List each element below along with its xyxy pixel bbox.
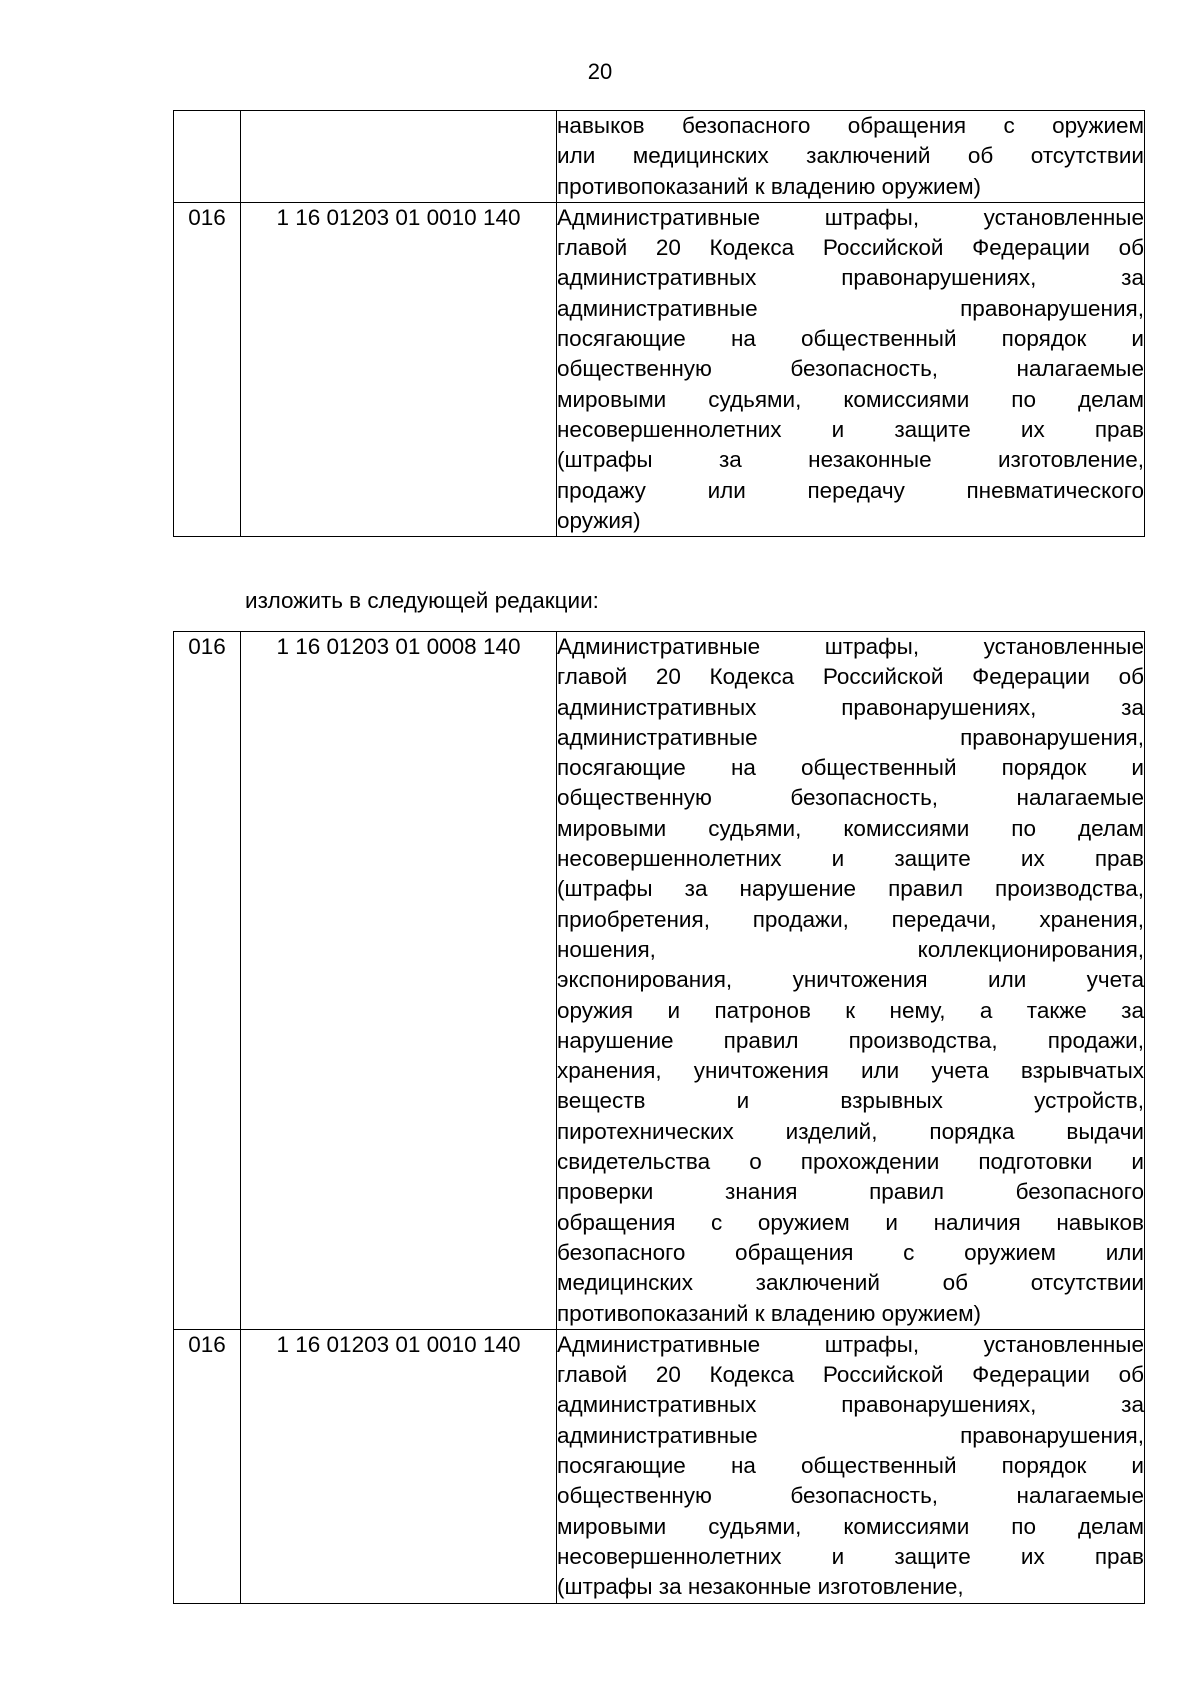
description-line: продажу или передачу пневматического [557,477,1144,503]
description-line: посягающие на общественный порядок и [557,1453,1144,1479]
admin-code-cell: 016 [174,1329,241,1603]
description-line: главой 20 Кодекса Российской Федерации об [557,235,1144,261]
description-line: несовершеннолетних и защите их прав [557,1543,1144,1569]
description-line: общественную безопасность, налагаемые [557,356,1144,382]
budget-table-current [173,110,1145,537]
description-text [557,203,1144,536]
description-line: (штрафы за незаконные изготовление, [557,1574,964,1600]
budget-classification-code-cell: 1 16 01203 01 0010 140 [241,1329,557,1603]
description-line: мировыми судьями, комиссиями по делам [557,386,1144,412]
description-line: административные правонарушения, [557,295,1144,321]
description-line: (штрафы за нарушение правил производства, [557,876,1144,902]
description-line: проверки знания правил безопасного [557,1179,1144,1205]
description-line: Административные штрафы, установленные [557,1331,1144,1357]
page-number: 20 [587,59,613,84]
table-body [174,111,1145,537]
description-line: административные правонарушения, [557,1422,1144,1448]
description-line: или медицинских заключений об отсутствии [557,143,1144,169]
description-cell [557,111,1145,203]
description-line: посягающие на общественный порядок и [557,755,1144,781]
instruction-text: изложить в следующей редакции: [245,588,599,613]
budget-classification-code-cell: 1 16 01203 01 0010 140 [241,202,557,536]
description-line: безопасного обращения с оружием или [557,1239,1144,1265]
description-line: административных правонарушениях, за [557,694,1144,720]
admin-code-cell [174,111,241,203]
description-line: свидетельства о прохождении подготовки и [557,1149,1144,1175]
description-line: медицинских заключений об отсутствии [557,1270,1144,1296]
description-line: (штрафы за незаконные изготовление, [557,447,1144,473]
description-line: общественную безопасность, налагаемые [557,785,1144,811]
description-line: главой 20 Кодекса Российской Федерации об [557,1362,1144,1388]
description-line: главой 20 Кодекса Российской Федерации об [557,664,1144,690]
description-text [557,111,1144,202]
description-line: несовершеннолетних и защите их прав [557,416,1144,442]
description-cell [557,632,1145,1330]
table-row [174,632,1145,1330]
budget-table-new [173,631,1145,1604]
admin-code-cell: 016 [174,632,241,1330]
table-row [174,202,1145,536]
description-line: общественную безопасность, налагаемые [557,1483,1144,1509]
description-line: Административные штрафы, установленные [557,204,1144,230]
description-line: противопоказаний к владению оружием) [557,1300,982,1326]
description-text [557,632,1144,1329]
description-line: обращения с оружием и наличия навыков [557,1209,1144,1235]
description-line: несовершеннолетних и защите их прав [557,846,1144,872]
description-text [557,1330,1144,1603]
description-line: противопоказаний к владению оружием) [557,173,982,199]
description-line: нарушение правил производства, продажи, [557,1027,1144,1053]
description-line: посягающие на общественный порядок и [557,326,1144,352]
description-cell [557,202,1145,536]
table-row [174,111,1145,203]
table-body [174,632,1145,1604]
description-line: пиротехнических изделий, порядка выдачи [557,1118,1144,1144]
description-line: мировыми судьями, комиссиями по делам [557,815,1144,841]
description-line: административные правонарушения, [557,724,1144,750]
description-line: оружия и патронов к нему, а также за [557,997,1144,1023]
description-line: оружия) [557,507,641,533]
table-row [174,1329,1145,1603]
description-line: административных правонарушениях, за [557,1392,1144,1418]
description-line: ношения, коллекционирования, [557,936,1144,962]
description-line: Административные штрафы, установленные [557,634,1144,659]
budget-classification-code-cell [241,111,557,203]
description-line: хранения, уничтожения или учета взрывчатых [557,1058,1144,1084]
description-line: навыков безопасного обращения с оружием [557,113,1144,138]
description-line: приобретения, продажи, передачи, хранения, [557,906,1144,932]
admin-code-cell: 016 [174,202,241,536]
budget-classification-code-cell: 1 16 01203 01 0008 140 [241,632,557,1330]
description-line: административных правонарушениях, за [557,265,1144,291]
description-line: мировыми судьями, комиссиями по делам [557,1513,1144,1539]
description-line: экспонирования, уничтожения или учета [557,967,1144,993]
description-cell [557,1329,1145,1603]
description-line: веществ и взрывных устройств, [557,1088,1144,1114]
